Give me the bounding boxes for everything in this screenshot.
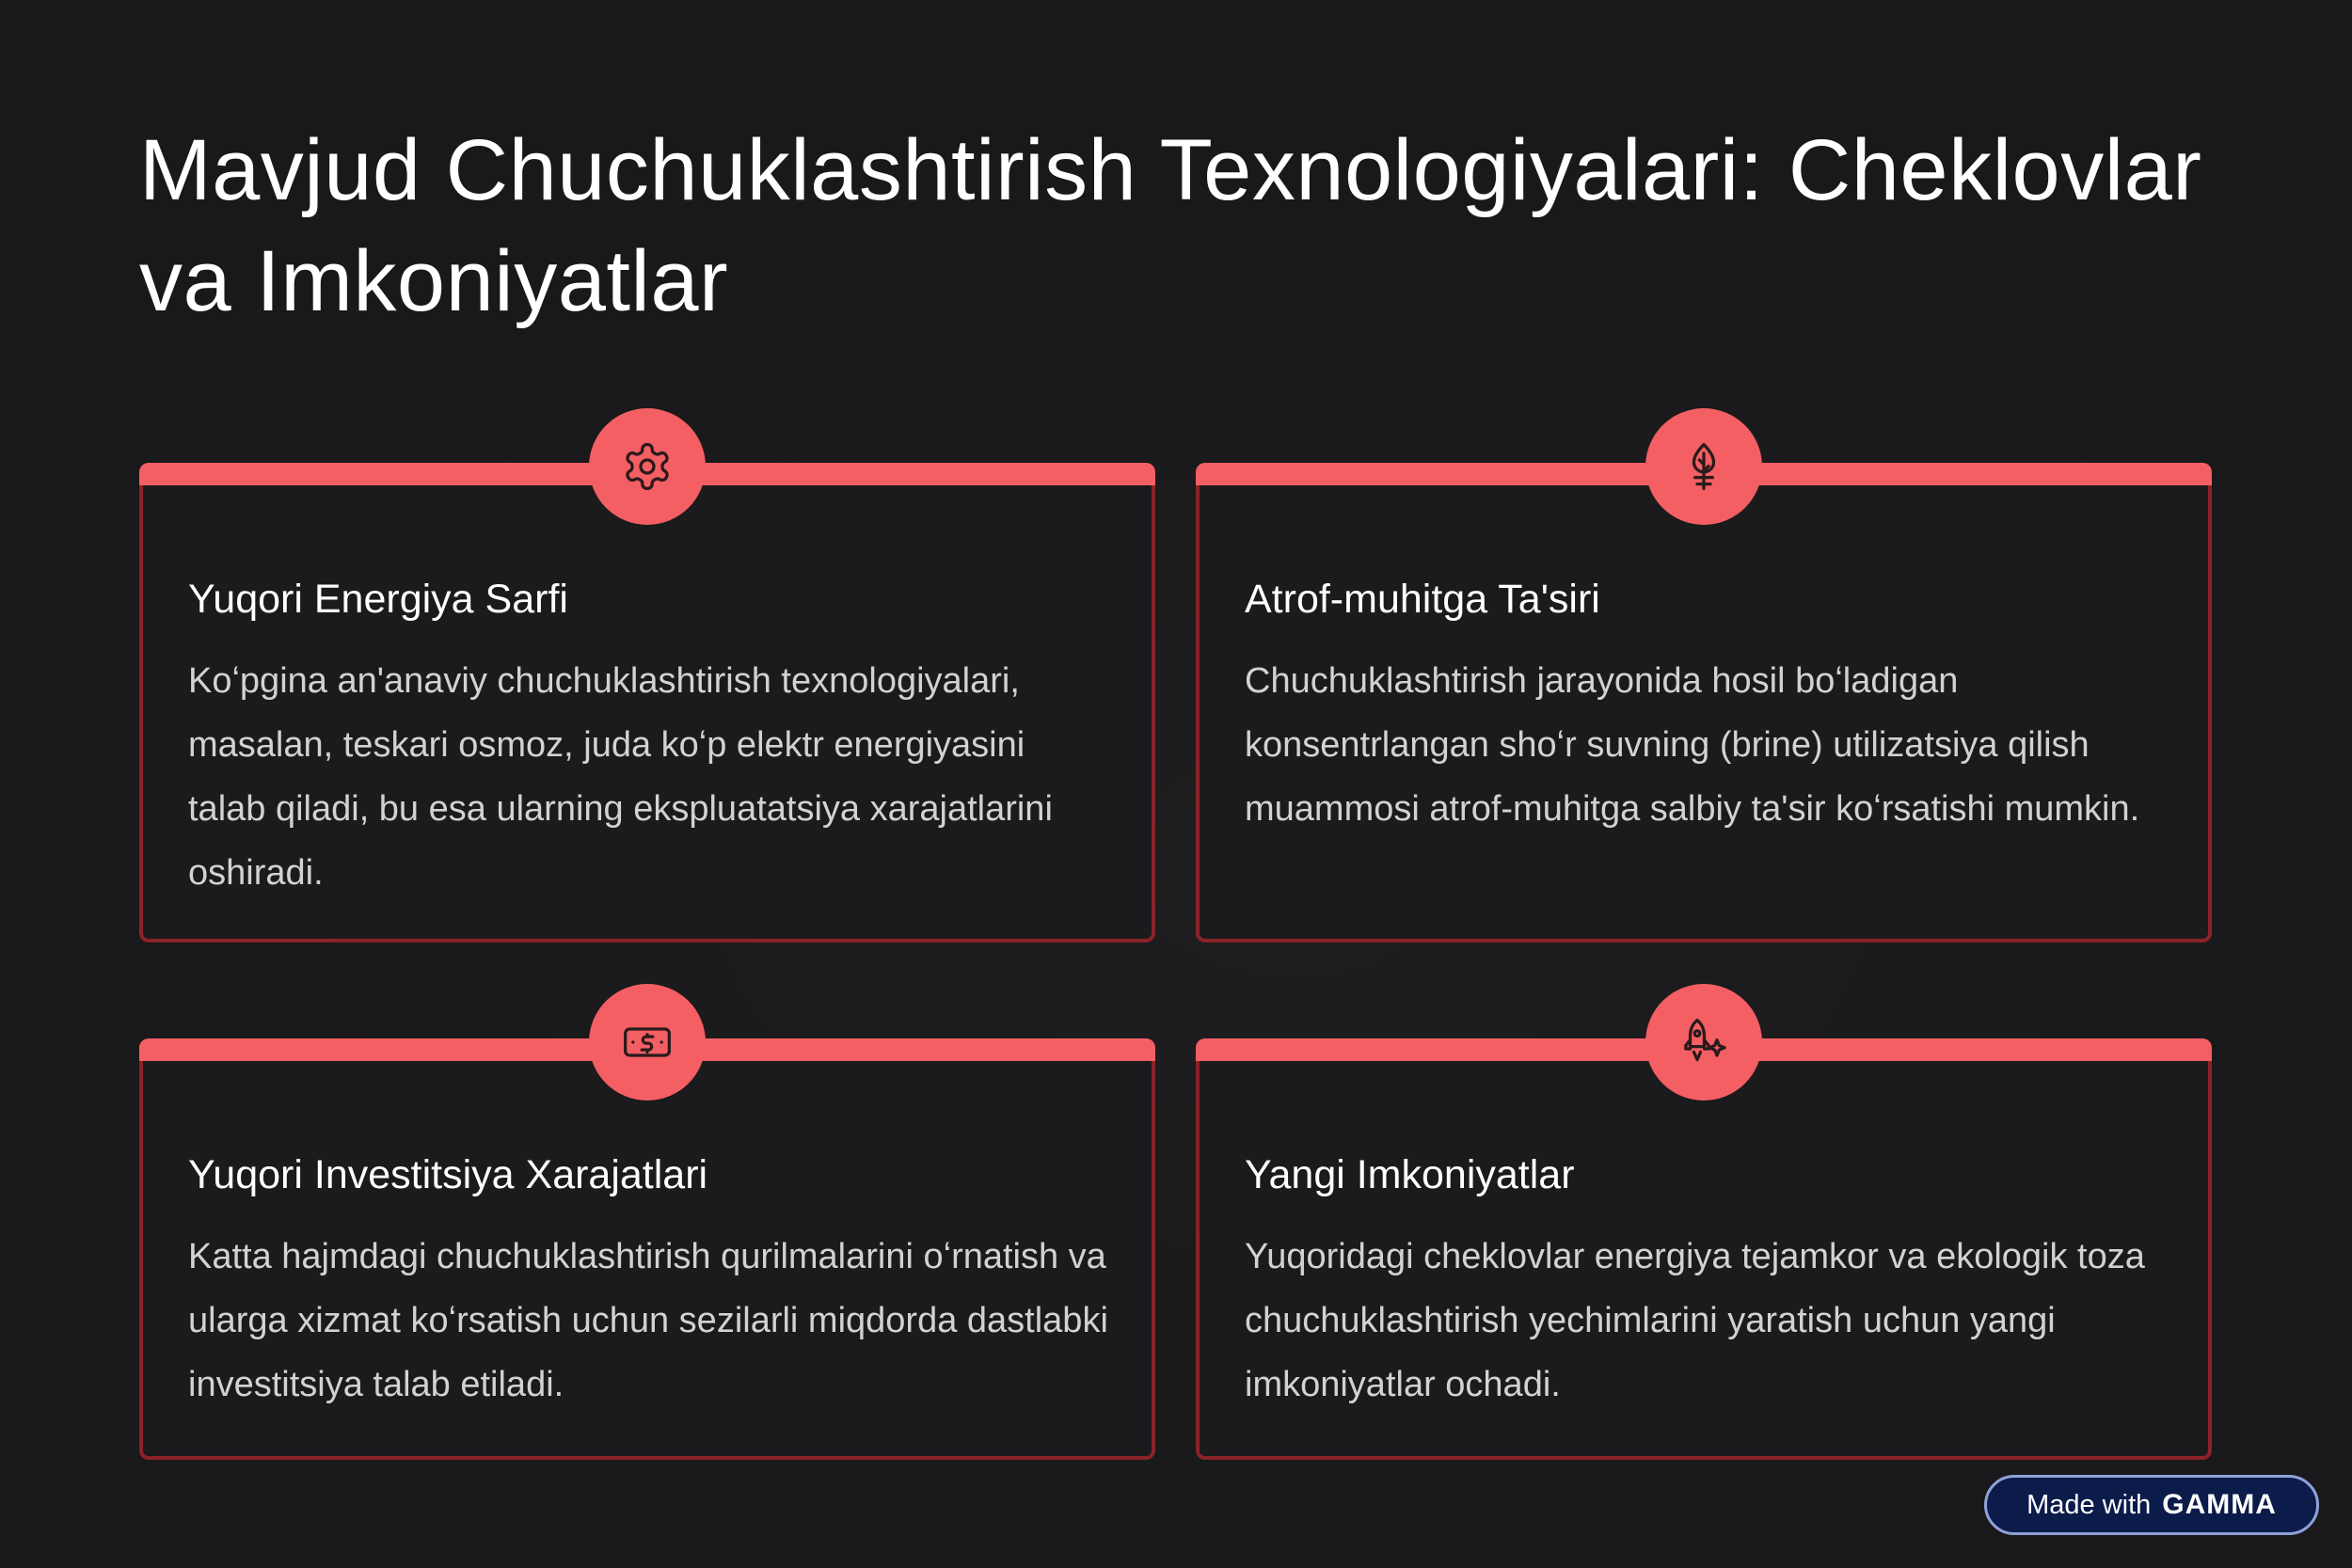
- card-heading: Yuqori Investitsiya Xarajatlari: [188, 1152, 708, 1197]
- card-energy-consumption: [139, 463, 1155, 942]
- gear-icon: [589, 408, 706, 525]
- made-with-gamma-badge[interactable]: [1984, 1475, 2319, 1535]
- rocket-sparkle-icon: [1645, 984, 1762, 1101]
- card-investment-costs: [139, 1038, 1155, 1460]
- page-title: Mavjud Chuchuklashtirish Texnologiyalari: Cheklovlar va Imkoniyatlar: [139, 122, 2202, 329]
- card-description: Chuchuklashtirish jarayonida hosil boʻladigan konsentrlangan shoʻr suvning (brine) utilizatsiya qilish muammosi atrof-muhitga salbiy ta'sir koʻrsatishi mumkin.: [1245, 661, 2140, 829]
- card-description: Katta hajmdagi chuchuklashtirish qurilmalarini oʻrnatish va ularga xizmat koʻrsatish uchun sezilarli miqdorda dastlabki investitsiya talab etiladi.: [188, 1237, 1108, 1404]
- card-environmental-impact: [1196, 463, 2212, 942]
- card-heading: Yuqori Energiya Sarfi: [188, 577, 568, 622]
- badge-prefix-text: Made with: [2026, 1489, 2152, 1520]
- card-description: Yuqoridagi cheklovlar energiya tejamkor va ekologik toza chuchuklashtirish yechimlarini yaratish uchun yangi imkoniyatlar ochadi.: [1245, 1237, 2145, 1404]
- dollar-bill-icon: [589, 984, 706, 1101]
- card-description: Koʻpgina an'anaviy chuchuklashtirish texnologiyalari, masalan, teskari osmoz, juda koʻp elektr energiyasini talab qiladi, bu esa ularning ekspluatatsiya xarajatlarini oshiradi.: [188, 661, 1053, 893]
- card-new-opportunities: [1196, 1038, 2212, 1460]
- card-heading: Atrof-muhitga Ta'siri: [1245, 577, 1600, 622]
- leaf-plant-icon: [1645, 408, 1762, 525]
- card-heading: Yangi Imkoniyatlar: [1245, 1152, 1575, 1197]
- gamma-logo: GAMMA: [2162, 1489, 2277, 1520]
